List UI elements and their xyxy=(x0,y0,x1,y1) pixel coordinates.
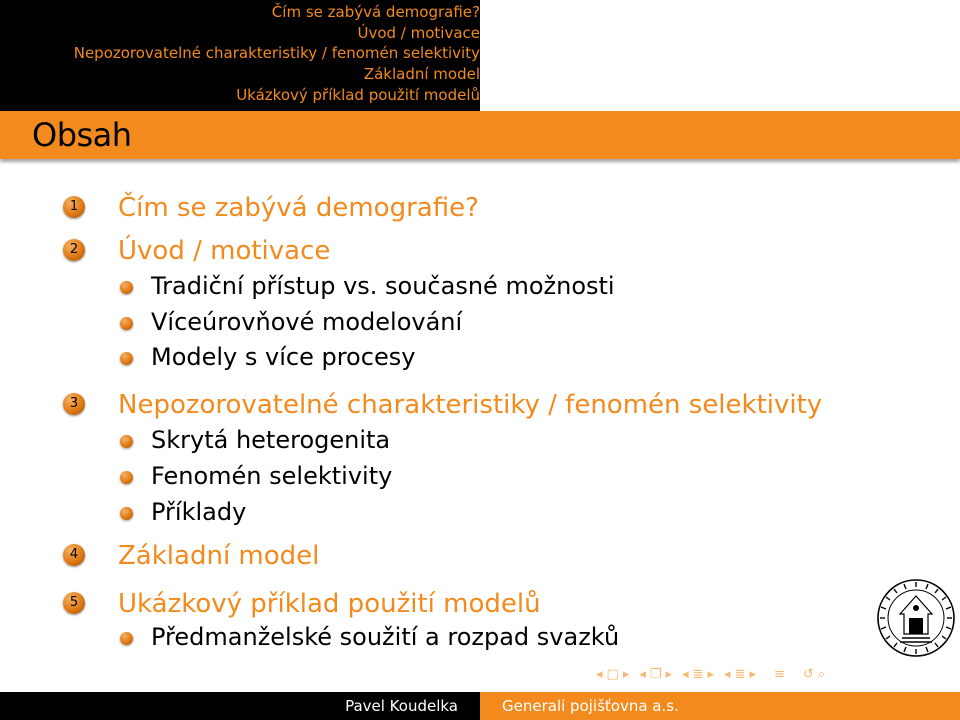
footer-institute: Generali pojišťovna a.s. xyxy=(502,697,679,715)
undo-icon[interactable]: ↺ xyxy=(802,666,814,682)
header-nav-item-selektivita[interactable]: Nepozorovatelné charakteristiky / fenomén selektivity xyxy=(73,44,480,62)
search-icon[interactable]: ⌕ xyxy=(817,666,826,682)
toc-subsection[interactable] xyxy=(0,307,900,337)
bullet-ball-icon xyxy=(120,281,133,294)
header-nav-item-demografie[interactable]: Čím se zabývá demografie? xyxy=(271,3,480,21)
toc-section-title[interactable]: Ukázkový příklad použití modelů xyxy=(118,589,541,619)
bullet-ball-icon xyxy=(120,352,133,365)
frame-next-icon[interactable]: ▸ xyxy=(622,666,630,682)
bullet-ball-icon xyxy=(120,471,133,484)
header-navigation xyxy=(0,0,480,111)
toc-subsection[interactable] xyxy=(0,271,900,301)
subsection-next-icon[interactable]: ▸ xyxy=(665,666,673,682)
doc-next-icon[interactable]: ▸ xyxy=(749,666,757,682)
frame-title: Obsah xyxy=(32,116,132,154)
bullet-ball-icon xyxy=(120,435,133,448)
doc-prev-icon[interactable]: ◂ xyxy=(724,666,731,682)
header-nav-item-zakladni-model[interactable]: Základní model xyxy=(363,65,480,83)
toc-subsection-title[interactable]: Modely s více procesy xyxy=(151,343,416,371)
section-number-ball: 1 xyxy=(63,196,85,218)
section-number-ball: 3 xyxy=(63,393,85,415)
toc-subsection-title[interactable]: Příklady xyxy=(151,498,247,526)
bullet-ball-icon xyxy=(120,317,133,330)
toc-subsection[interactable] xyxy=(0,461,900,491)
bullet-ball-icon xyxy=(120,632,133,645)
toc-section-title[interactable]: Nepozorovatelné charakteristiky / fenomén selektivity xyxy=(118,390,823,420)
section-number-ball: 2 xyxy=(63,239,85,261)
toc-subsection-title[interactable]: Skrytá heterogenita xyxy=(151,426,391,454)
section-number-ball: 4 xyxy=(63,544,85,566)
frame-title-bar xyxy=(0,111,960,159)
appendix-icon[interactable]: ≡ xyxy=(774,666,785,682)
beamer-navigation-bar xyxy=(596,664,946,684)
subsection-prev-icon[interactable]: ◂ xyxy=(639,666,646,682)
footer-author-box xyxy=(0,692,480,720)
toc-subsection-title[interactable]: Tradiční přístup vs. současné možnosti xyxy=(151,272,615,300)
toc-subsection-title[interactable]: Předmanželské soužití a rozpad svazků xyxy=(151,623,620,651)
toc-section-title[interactable]: Základní model xyxy=(118,541,320,571)
header-nav-item-uvod[interactable]: Úvod / motivace xyxy=(357,24,480,42)
bullet-ball-icon xyxy=(120,507,133,520)
section-number-ball: 5 xyxy=(63,592,85,614)
toc-subsection[interactable] xyxy=(0,342,900,372)
footer-author: Pavel Koudelka xyxy=(345,697,458,715)
section-next-icon[interactable]: ▸ xyxy=(707,666,715,682)
toc-section-title[interactable]: Čím se zabývá demografie? xyxy=(118,193,479,223)
university-seal-icon xyxy=(876,578,956,658)
toc-subsection[interactable] xyxy=(0,622,900,652)
footer-institute-box xyxy=(480,692,960,720)
toc-subsection-title[interactable]: Víceúrovňové modelování xyxy=(151,308,463,336)
doc-icon[interactable]: ≣ xyxy=(734,666,746,682)
toc-subsection[interactable] xyxy=(0,425,900,455)
header-right-panel xyxy=(480,0,960,111)
header-nav-item-ukazkovy-priklad[interactable]: Ukázkový příklad použití modelů xyxy=(236,86,480,104)
section-icon[interactable]: ≣ xyxy=(692,666,704,682)
section-prev-icon[interactable]: ◂ xyxy=(682,666,689,682)
subsection-icon[interactable]: ❐ xyxy=(649,666,662,682)
frame-icon[interactable]: □ xyxy=(606,666,619,682)
toc-subsection[interactable] xyxy=(0,497,900,527)
toc-subsection-title[interactable]: Fenomén selektivity xyxy=(151,462,393,490)
toc-section-title[interactable]: Úvod / motivace xyxy=(118,236,331,266)
frame-prev-icon[interactable]: ◂ xyxy=(596,666,603,682)
